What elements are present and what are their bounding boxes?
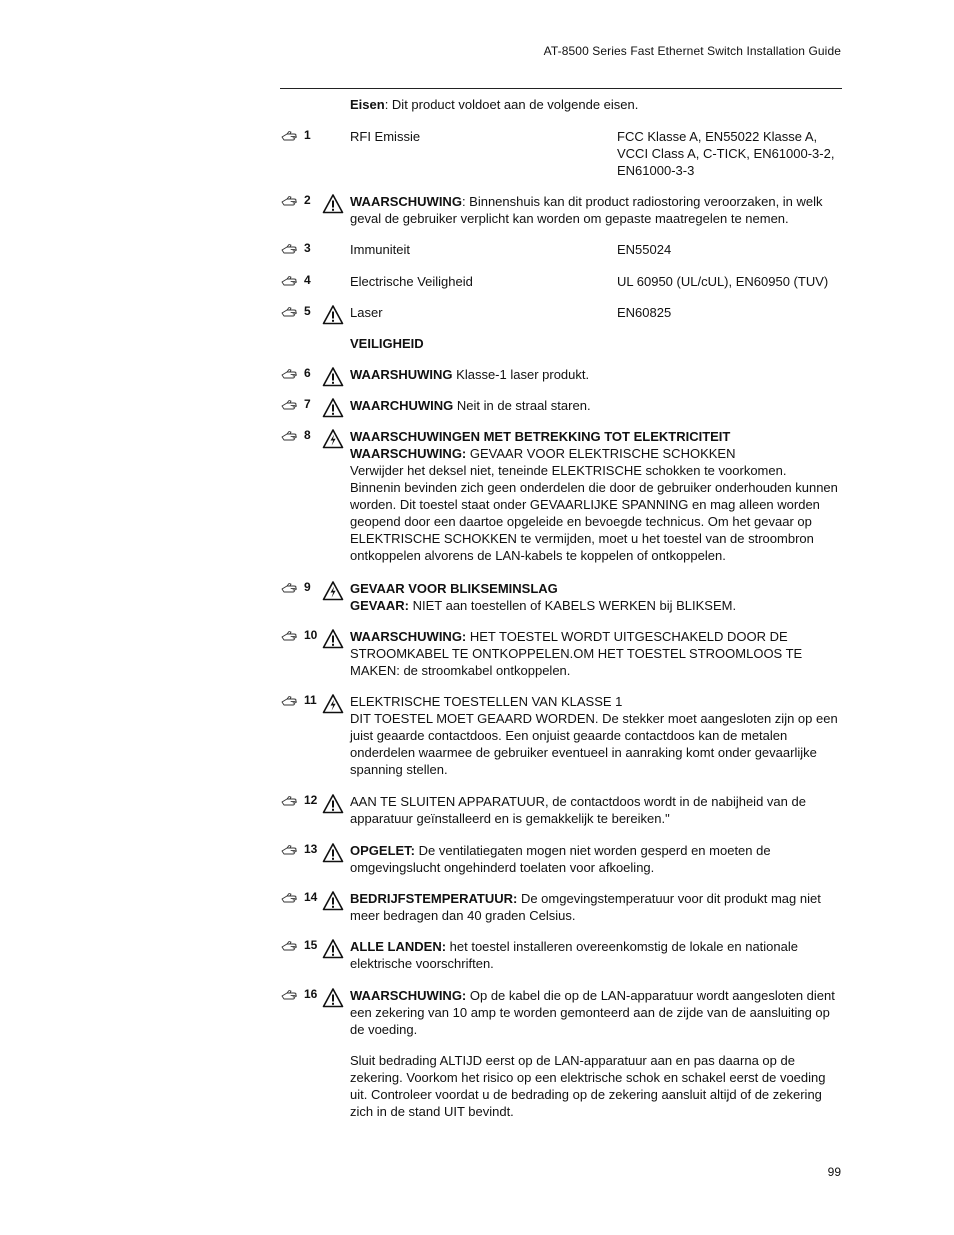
- item-text: Immuniteit: [350, 242, 410, 257]
- item-text: Electrische Veiligheid: [350, 274, 473, 289]
- item-text: WAARSCHUWINGEN MET BETREKKING TOT ELEKTRICITEIT WAARSCHUWING: GEVAAR VOOR ELEKTRISCHE SCHOKKEN Verwijder het deksel niet, teneinde ELEKTRISCHE schokken te voorkomen. Binnenin bevinden zich geen onderdelen die door de gebruiker onderhouden kunnen worden. Dit toestel staat onder GEVAARLIJKE SPANNING en mag alleen worden geopend door een daartoe opgeleide en bevoegde technicus. Om het gevaar op ELEKTRISCHE SCHOKKEN te vermijden, moet u het toestel van de stroombron ontkoppelen alvorens de LAN-kabels te koppelen of ontkoppelen.: [350, 429, 838, 563]
- item-value: UL 60950 (UL/cUL), EN60950 (TUV): [617, 274, 829, 289]
- item-text: BEDRIJFSTEMPERATUUR: De omgevingstemperatuur voor dit produkt mag niet meer bedragen dan 40 graden Celsius.: [350, 891, 821, 923]
- warning-triangle-icon: [322, 193, 344, 215]
- reference-marker: 14: [281, 890, 321, 907]
- running-header: AT-8500 Series Fast Ethernet Switch Installation Guide: [543, 44, 841, 58]
- reference-marker: 3: [281, 241, 321, 258]
- intro-text: Eisen: Dit product voldoet aan de volgende eisen.: [350, 97, 639, 112]
- reference-marker: 10: [281, 628, 321, 645]
- pointing-hand-icon: [281, 582, 301, 594]
- electric-hazard-icon: [322, 428, 344, 450]
- item-value: EN60825: [617, 305, 672, 320]
- reference-marker: 6: [281, 366, 321, 383]
- item-text: RFI Emissie: [350, 129, 421, 144]
- warning-triangle-icon: [322, 366, 344, 388]
- pointing-hand-icon: [281, 275, 301, 287]
- page-number: 99: [827, 1165, 841, 1179]
- reference-marker: 4: [281, 273, 321, 290]
- pointing-hand-icon: [281, 399, 301, 411]
- pointing-hand-icon: [281, 430, 301, 442]
- pointing-hand-icon: [281, 989, 301, 1001]
- pointing-hand-icon: [281, 368, 301, 380]
- item-text: WAARSCHUWING: Binnenshuis kan dit product radiostoring veroorzaken, in welk geval de gebruiker verplicht kan worden om gepaste maatregelen te nemen.: [350, 194, 823, 226]
- reference-marker: 12: [281, 793, 321, 810]
- warning-triangle-icon: [322, 628, 344, 650]
- header-rule: [280, 88, 842, 89]
- electric-hazard-icon: [322, 580, 344, 602]
- item-value: FCC Klasse A, EN55022 Klasse A, VCCI Class A, C-TICK, EN61000-3-2, EN61000-3-3: [617, 129, 835, 178]
- warning-triangle-icon: [322, 397, 344, 419]
- pointing-hand-icon: [281, 892, 301, 904]
- reference-marker: 7: [281, 397, 321, 414]
- warning-triangle-icon: [322, 793, 344, 815]
- pointing-hand-icon: [281, 195, 301, 207]
- reference-marker: 9: [281, 580, 321, 597]
- item-text: ELEKTRISCHE TOESTELLEN VAN KLASSE 1 DIT TOESTEL MOET GEAARD WORDEN. De stekker moet aangesloten zijn op een juist geaarde contactdoos. Een onjuist geaarde contactdoos kan de metalen onderdelen waarmee de gebruiker eventueel in aanraking komt onder gevaarlijke spanning stellen.: [350, 694, 838, 777]
- item-text: AAN TE SLUITEN APPARATUUR, de contactdoos wordt in de nabijheid van de apparatuur geïnstalleerd en is gemakkelijk te bereiken.": [350, 794, 806, 826]
- reference-marker: 2: [281, 193, 321, 210]
- item-text: GEVAAR VOOR BLIKSEMINSLAG GEVAAR: NIET aan toestellen of KABELS WERKEN bij BLIKSEM.: [350, 581, 737, 613]
- reference-marker: 5: [281, 304, 321, 321]
- section-heading: VEILIGHEID: [350, 336, 424, 351]
- pointing-hand-icon: [281, 243, 301, 255]
- reference-marker: 1: [281, 128, 321, 145]
- pointing-hand-icon: [281, 940, 301, 952]
- pointing-hand-icon: [281, 795, 301, 807]
- electric-hazard-icon: [322, 693, 344, 715]
- reference-marker: 13: [281, 842, 321, 859]
- pointing-hand-icon: [281, 695, 301, 707]
- reference-marker: 16: [281, 987, 321, 1004]
- item-text: OPGELET: De ventilatiegaten mogen niet worden gesperd en moeten de omgevingslucht ongehinderd toelaten voor afkoeling.: [350, 843, 771, 875]
- warning-triangle-icon: [322, 304, 344, 326]
- warning-triangle-icon: [322, 938, 344, 960]
- warning-triangle-icon: [322, 842, 344, 864]
- pointing-hand-icon: [281, 844, 301, 856]
- item-text: ALLE LANDEN: het toestel installeren overeenkomstig de lokale en nationale elektrische voorschriften.: [350, 939, 798, 971]
- reference-marker: 11: [281, 693, 321, 710]
- pointing-hand-icon: [281, 130, 301, 142]
- item-text: WAARSHUWING Klasse-1 laser produkt.: [350, 367, 590, 382]
- pointing-hand-icon: [281, 306, 301, 318]
- reference-marker: 8: [281, 428, 321, 445]
- item-value: EN55024: [617, 242, 672, 257]
- warning-triangle-icon: [322, 890, 344, 912]
- item-text: WAARCHUWING Neit in de straal staren.: [350, 398, 591, 413]
- pointing-hand-icon: [281, 630, 301, 642]
- item-text: WAARSCHUWING: Op de kabel die op de LAN-apparatuur wordt aangesloten dient een zekering van 10 amp te worden gemonteerd aan de zijde van de aansluiting op de voeding. Sluit bedrading ALTIJD eerst op de LAN-apparatuur aan en pas daarna op de zekering. Voorkom het risico op een elektrische schok en schakel eerst de voeding uit. Controleer voordat u de bedrading op de zekering aansluit altijd of de zekering zich in de stand UIT bevindt.: [350, 988, 835, 1119]
- item-text: Laser: [350, 305, 383, 320]
- reference-marker: 15: [281, 938, 321, 955]
- item-text: WAARSCHUWING: HET TOESTEL WORDT UITGESCHAKELD DOOR DE STROOMKABEL TE ONTKOPPELEN.OM HET TOESTEL STROOMLOOS TE MAKEN: de stroomkabel ontkoppelen.: [350, 629, 803, 678]
- warning-triangle-icon: [322, 987, 344, 1009]
